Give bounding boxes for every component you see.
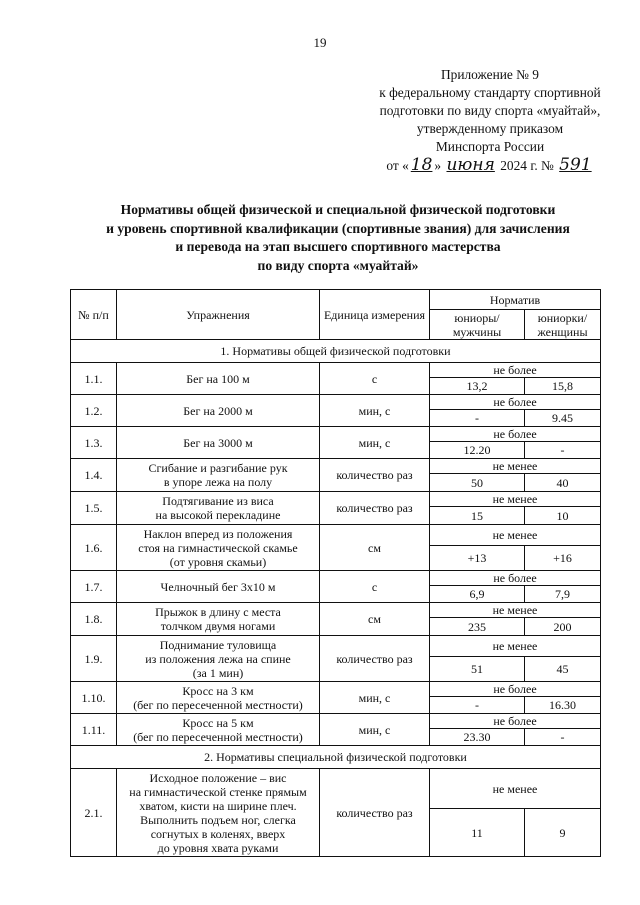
handwritten-month: июня <box>446 155 495 175</box>
row-exercise: Челночный бег 3x10 м <box>117 571 320 603</box>
row-women-value: 9.45 <box>525 410 601 427</box>
table-row <box>71 492 601 507</box>
row-number: 1.4. <box>71 459 117 492</box>
annex-line-4: утвержденному приказом <box>416 121 564 136</box>
row-condition: не менее <box>430 636 601 657</box>
row-men-value: 6,9 <box>430 586 525 603</box>
table-row <box>71 636 601 657</box>
row-women-value: 45 <box>525 657 601 682</box>
row-men-value: 12.20 <box>430 442 525 459</box>
row-number: 1.3. <box>71 427 117 459</box>
date-prefix: от « <box>386 158 409 173</box>
row-number: 1.11. <box>71 714 117 746</box>
table-row <box>71 395 601 410</box>
row-condition: не более <box>430 395 601 410</box>
table-row <box>71 571 601 586</box>
row-condition: не менее <box>430 492 601 507</box>
row-number: 1.8. <box>71 603 117 636</box>
row-men-value: 13,2 <box>430 378 525 395</box>
row-women-value: 9 <box>525 809 601 857</box>
annex-line-2: к федеральному стандарту спортивной <box>379 85 601 100</box>
row-unit: количество раз <box>320 459 430 492</box>
row-unit: мин, с <box>320 714 430 746</box>
row-number: 1.10. <box>71 682 117 714</box>
row-unit: см <box>320 603 430 636</box>
row-number: 1.2. <box>71 395 117 427</box>
row-condition: не менее <box>430 769 601 809</box>
row-women-value: 15,8 <box>525 378 601 395</box>
row-men-value: 50 <box>430 474 525 492</box>
row-women-value: 40 <box>525 474 601 492</box>
row-unit: мин, с <box>320 427 430 459</box>
header-women: юниорки/ женщины <box>525 310 601 340</box>
row-men-value: 23.30 <box>430 729 525 746</box>
row-number: 1.7. <box>71 571 117 603</box>
row-exercise: Подтягивание из виса на высокой перекладине <box>117 492 320 525</box>
title-line-2: и уровень спортивной квалификации (спортивные звания) для зачисления <box>106 220 570 236</box>
table-row <box>71 459 601 474</box>
page-number: 19 <box>313 35 327 50</box>
table-header-row <box>71 290 601 310</box>
table-row <box>71 603 601 618</box>
annex-date-line <box>340 156 640 175</box>
row-exercise: Кросс на 5 км (бег по пересеченной местности) <box>117 714 320 746</box>
row-men-value: 235 <box>430 618 525 636</box>
title-line-3: и перевода на этап высшего спортивного мастерства <box>175 239 501 254</box>
row-condition: не более <box>430 714 601 729</box>
row-women-value: - <box>525 442 601 459</box>
row-number: 1.1. <box>71 363 117 395</box>
row-exercise: Бег на 100 м <box>117 363 320 395</box>
row-number: 1.6. <box>71 525 117 571</box>
date-mid-2: 2024 г. № <box>500 158 554 173</box>
row-men-value: +13 <box>430 546 525 571</box>
row-exercise: Бег на 2000 м <box>117 395 320 427</box>
table-row <box>71 363 601 378</box>
title-line-4: по виду спорта «муайтай» <box>257 257 419 273</box>
row-exercise: Исходное положение – вис на гимнастической стенке прямым хватом, кисти на ширине плеч. Выполнить подъем ног, слегка согнутых в коленях, вверх до уровня хвата руками <box>117 769 320 857</box>
annex-header <box>340 66 640 175</box>
row-men-value: 51 <box>430 657 525 682</box>
header-unit: Единица измерения <box>320 290 430 340</box>
title-line-1: Нормативы общей физической и специальной физической подготовки <box>120 202 556 217</box>
row-condition: не менее <box>430 459 601 474</box>
header-num: № п/п <box>71 290 117 340</box>
standards-table <box>70 289 601 857</box>
row-exercise: Сгибание и разгибание рук в упоре лежа на полу <box>117 459 320 492</box>
row-exercise: Поднимание туловища из положения лежа на спине (за 1 мин) <box>117 636 320 682</box>
row-condition: не более <box>430 682 601 697</box>
row-women-value: 200 <box>525 618 601 636</box>
row-unit: мин, с <box>320 395 430 427</box>
section-1-header-title: 1. Нормативы общей физической подготовки <box>71 340 601 363</box>
row-women-value: 7,9 <box>525 586 601 603</box>
row-unit: с <box>320 363 430 395</box>
row-women-value: - <box>525 729 601 746</box>
header-exercise: Упражнения <box>117 290 320 340</box>
row-exercise: Кросс на 3 км (бег по пересеченной местности) <box>117 682 320 714</box>
annex-line-5: Минспорта России <box>435 139 545 154</box>
header-men: юниоры/ мужчины <box>430 310 525 340</box>
row-condition: не менее <box>430 525 601 546</box>
row-number: 1.9. <box>71 636 117 682</box>
table-row <box>71 682 601 697</box>
row-women-value: 10 <box>525 507 601 525</box>
row-women-value: +16 <box>525 546 601 571</box>
section-2-header <box>71 746 601 769</box>
table-row <box>71 769 601 809</box>
table-row <box>71 525 601 546</box>
header-norm: Норматив <box>430 290 601 310</box>
table-row <box>71 714 601 729</box>
handwritten-day: 18 <box>410 155 433 175</box>
annex-line-3: подготовки по виду спорта «муайтай», <box>379 103 601 118</box>
row-number: 2.1. <box>71 769 117 857</box>
row-unit: см <box>320 525 430 571</box>
row-men-value: - <box>430 410 525 427</box>
row-condition: не менее <box>430 603 601 618</box>
row-condition: не более <box>430 363 601 378</box>
date-mid-1: » <box>434 158 442 173</box>
row-men-value: - <box>430 697 525 714</box>
row-unit: количество раз <box>320 769 430 857</box>
annex-line-1: Приложение № 9 <box>440 67 540 82</box>
document-title <box>40 201 636 275</box>
row-unit: мин, с <box>320 682 430 714</box>
row-men-value: 11 <box>430 809 525 857</box>
row-condition: не более <box>430 427 601 442</box>
row-number: 1.5. <box>71 492 117 525</box>
row-women-value: 16.30 <box>525 697 601 714</box>
section-2-header-title: 2. Нормативы специальной физической подготовки <box>71 746 601 769</box>
row-exercise: Прыжок в длину с места толчком двумя ногами <box>117 603 320 636</box>
row-men-value: 15 <box>430 507 525 525</box>
section-1-header <box>71 340 601 363</box>
row-exercise: Наклон вперед из положения стоя на гимнастической скамье (от уровня скамьи) <box>117 525 320 571</box>
row-unit: количество раз <box>320 636 430 682</box>
table-row <box>71 427 601 442</box>
handwritten-order-number: 591 <box>559 155 592 175</box>
row-unit: количество раз <box>320 492 430 525</box>
row-unit: с <box>320 571 430 603</box>
row-exercise: Бег на 3000 м <box>117 427 320 459</box>
row-condition: не более <box>430 571 601 586</box>
